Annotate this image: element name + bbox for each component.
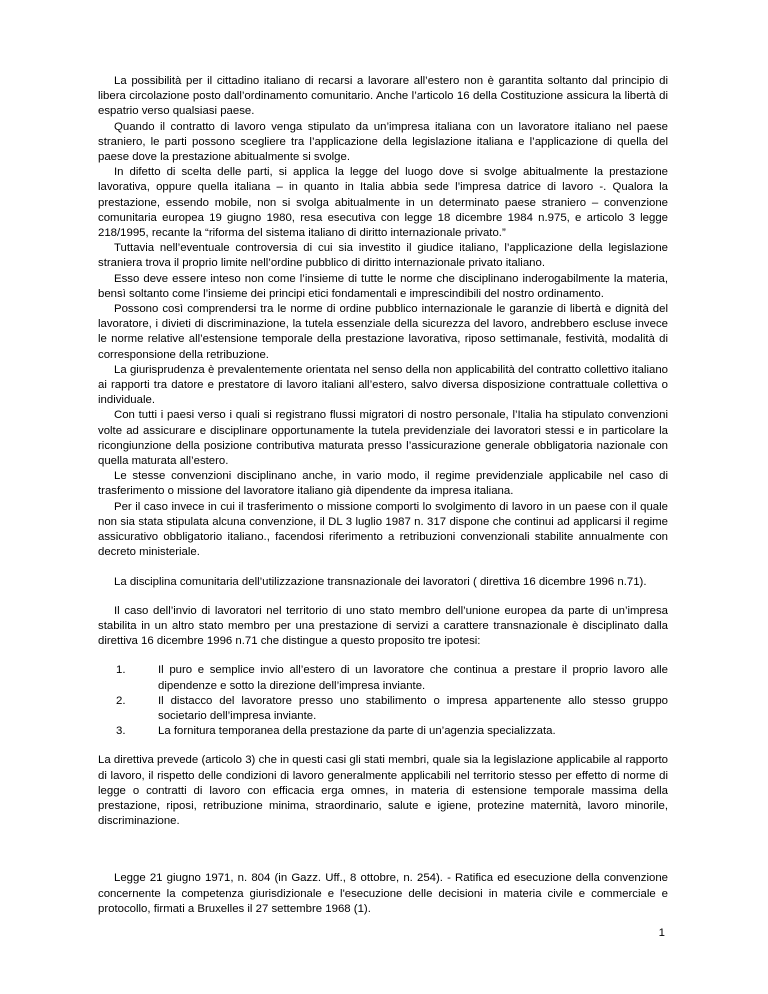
paragraph: Quando il contratto di lavoro venga stipulato da un’impresa italiana con un lavoratore italiano nel paese straniero, le parti possono scegliere tra l’applicazione della legislazione italiana e l’applicazione di quella del paese dove la prestazione abitualmente si svolge. [98, 120, 668, 164]
list-item [98, 663, 668, 693]
list-item [98, 724, 668, 739]
list-item-text: Il puro e semplice invio all’estero di un lavoratore che continua a prestare il proprio lavoro alle dipendenze e sotto la direzione dell’impresa inviante. [158, 664, 668, 692]
paragraph: Per il caso invece in cui il trasferimento o missione comporti lo svolgimento di lavoro in un paese con il quale non sia stata stipulata alcuna convenzione, il DL 3 luglio 1987 n. 317 dispone che continui ad applicarsi il regime assicurativo obbligatorio italiano., facendosi riferimento a retribuzioni convenzionali stabilite annualmente con decreto ministeriale. [98, 500, 668, 559]
paragraph: La giurisprudenza è prevalentemente orientata nel senso della non applicabilità del contratto collettivo italiano ai rapporti tra datore e prestatore di lavoro italiani all’estero, salvo diversa disposizione contrattuale collettiva o individuale. [98, 363, 668, 407]
list-item-number: 1. [116, 664, 126, 677]
hypotheses-list [98, 663, 668, 739]
paragraph: Le stesse convenzioni disciplinano anche, in vario modo, il regime previdenziale applicabile nel caso di trasferimento o missione del lavoratore italiano già dipendente da impresa italiana. [98, 470, 668, 498]
paragraph: La possibilità per il cittadino italiano di recarsi a lavorare all’estero non è garantita soltanto dal principio di libera circolazione posto dall’ordinamento comunitario. Anche l’articolo 16 della Costituzione assicura la libertà di espatrio verso qualsiasi paese. [98, 75, 668, 118]
list-item [98, 694, 668, 724]
directive-paragraph: La direttiva prevede (articolo 3) che in questi casi gli stati membri, quale sia la legislazione applicabile al rapporto di lavoro, il rispetto delle condizioni di lavoro generalmente applicabili nel territorio stesso per effetto di norme di legge o contratti di lavoro con efficacia erga omnes, in materia di estensione temporale massima della prestazione, riposi, retribuzione minima, straordinario, salute e igiene, protezine maternità, lavoro minorile, discriminazione. [98, 754, 668, 828]
page-number: 1 [658, 927, 665, 939]
paragraph: Possono così comprendersi tra le norme di ordine pubblico internazionale le garanzie di libertà e dignità del lavoratore, i divieti di discriminazione, la tutela essenziale della sicurezza del lavoro, andrebbero escluse invece le norme relative all’estensione temporale della prestazione lavorativa, riposo settimanale, festività, modalità di corresponsione della retribuzione. [98, 303, 668, 361]
body-paragraphs [98, 74, 668, 561]
list-item-text: Il distacco del lavoratore presso uno stabilimento o impresa appartenente allo stesso gruppo societario dell’impresa inviante. [158, 694, 668, 722]
law-paragraph: Legge 21 giugno 1971, n. 804 (in Gazz. Uff., 8 ottobre, n. 254). - Ratifica ed esecuzione della convenzione concernente la competenza giurisdizionale e l'esecuzione delle decisioni in materia civile e commerciale e protocollo, firmati a Bruxelles il 27 settembre 1968 (1). [98, 872, 668, 915]
paragraph: In difetto di scelta delle parti, si applica la legge del luogo dove si svolge abitualmente la prestazione lavorativa, oppure quella italiana – in quanto in Italia abbia sede l’impresa datrice di lavoro -. Qualora la prestazione, essendo mobile, non si svolga abitualmente in un determinato paese straniero – convenzione comunitaria europea 19 giugno 1980, resa esecutiva con legge 18 dicembre 1984 n.975, e articolo 3 legge 218/1995, recante la “riforma del sistema italiano di diritto internazionale privato.” [98, 166, 668, 240]
section-heading: La disciplina comunitaria dell’utilizzazione transnazionale dei lavoratori ( direttiva 16 dicembre 1996 n.71). [114, 575, 647, 588]
paragraph: Con tutti i paesi verso i quali si registrano flussi migratori di nostro personale, l’Italia ha stipulato convenzioni volte ad assicurare e disciplinare opportunamente la tutela previdenziale dei lavoratori stessi e in particolare la ricongiunzione della posizione contributiva maturata presso l’assicurazione generale obbligatoria nazionale con quella maturata all’estero. [98, 409, 668, 468]
list-item-text: La fornitura temporanea della prestazione da parte di un’agenzia specializzata. [158, 725, 556, 738]
document-page [98, 74, 668, 917]
intro-paragraph: Il caso dell’invio di lavoratori nel territorio di uno stato membro dell’unione europea da parte di un’impresa stabilita in un altro stato membro per una prestazione di servizi a carattere transnazionale è disciplinato dalla direttiva 16 dicembre 1996 n.71 che distingue a questo proposito tre ipotesi: [98, 604, 668, 648]
paragraph: Tuttavia nell’eventuale controversia di cui sia investito il giudice italiano, l’applicazione della legislazione straniera trova il proprio limite nell’ordine pubblico di diritto internazionale privato italiano. [98, 242, 668, 270]
list-item-number: 2. [116, 694, 126, 707]
list-item-number: 3. [116, 725, 126, 738]
paragraph: Esso deve essere inteso non come l’insieme di tutte le norme che disciplinano inderogabilmente la materia, bensì soltanto come l’insieme dei principi etici fondamentali e imprescindibili del nostro ordinamento. [98, 272, 668, 300]
